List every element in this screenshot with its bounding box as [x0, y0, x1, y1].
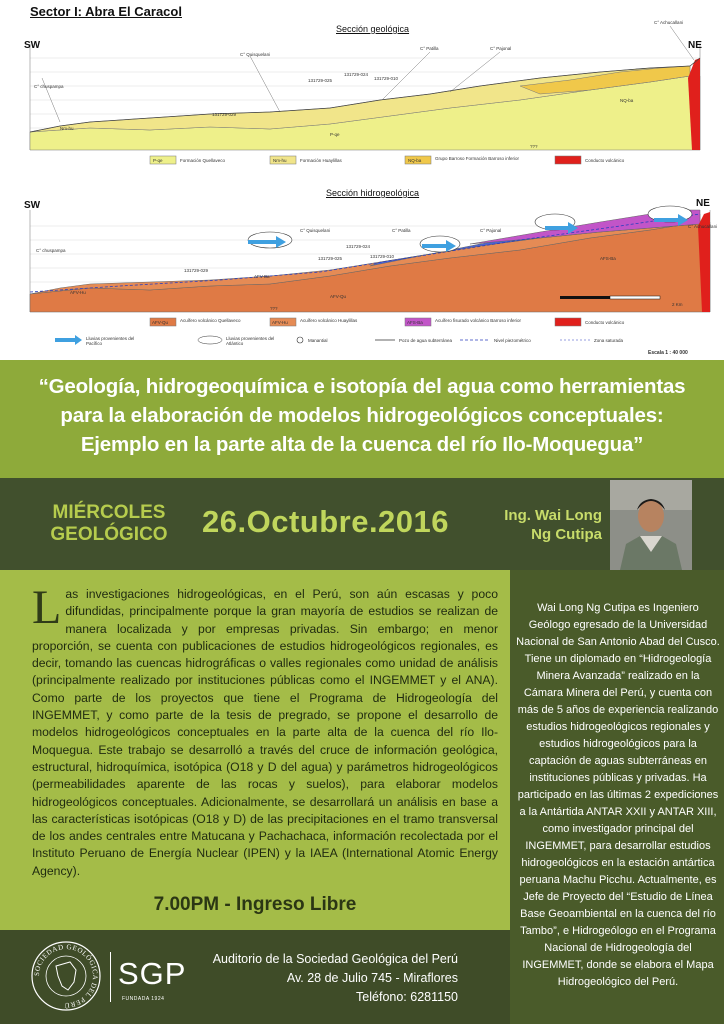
- hydro-section-title: Sección hidrogeológica: [326, 188, 420, 198]
- venue-info: [190, 950, 458, 1007]
- talk-title: “Geología, hidrogeoquímica e isotopía del agua como herramientas para la elaboración de modelos hidrogeológicos conceptuales: Ejemplo en la parte alta de la cuenca del río Ilo-Moquegua”: [38, 375, 686, 456]
- geo-label-quisquelani: C° Quisquelani: [240, 52, 271, 57]
- sgp-founded: FUNDADA 1924: [122, 996, 165, 1002]
- speaker-line-2: Ng Cutipa: [531, 526, 602, 543]
- hydro-legend-code-3: AFS-Ba: [407, 320, 423, 325]
- geo-label-pqe: P-qe: [330, 132, 340, 137]
- speaker-photo: [610, 480, 692, 570]
- symbol-legend-5: Nivel piezométrico: [494, 338, 531, 343]
- speaker-bio: Wai Long Ng Cutipa es Ingeniero Geólogo egresado de la Universidad Nacional de San Antonio Abad del Cusco. Tiene un diplomado en “Hidrogeología Minera Avanzada” realizado en la Cámara Minera del Perú, y cuenta con más de 5 años de experiencia realizando estudios hidrogeológicos regionales y estudios hidrogeológicos para la captación de aguas subterráneas en instituciones públicas y privadas. Ha participado en las últimas 2 expediciones a la Antártida ANTAR XXII y ANTAR XIII, como investigador principal del INGEMMET, para desarrollar estudios hidrogeológicos en la estación antártica peruana Machu Picchu. Actualmente, es Jefe de Proyecto del “Estudio de Línea Base Geoambiental en la cuenca del río Tambo”, e Hidrogeólogo en el Programa Nacional de Hidrogeología del INGEMMET, donde se elabora el Mapa Hidrogeológico del Perú.: [516, 602, 720, 988]
- seal-ring-text: SOCIEDAD GEOLÓGICA DEL PERÚ: [32, 942, 100, 1010]
- hydro-label-pajonal: C° Pajonal: [480, 228, 502, 233]
- hydro-label-afsba: AFS-Ba: [600, 256, 616, 261]
- abstract-text: as investigaciones hidrogeológicas, en el Perú, son aún escasas y poco difundidas, principalmente porque la gran mayoría de estudios se realizan de manera localizada y por empresas privadas. Sin embargo; en menor proporción, se cuenta con publicaciones de estudios hidrogeológicos regionales, es decir, tomando las cuencas hidrográficas o valles regionales como unidad de análisis (principalmente realizado por instituciones públicas como el INGEMMET y el ANA). Como parte de los proyectos que tiene el Programa de Hidrogeología del INGEMMET, y como parte de la tesis de pregrado, se propone el desarrollo de modelos hidrogeológicos conceptuales en la parte alta de la cuenca del río Ilo-Moquegua. Este trabajo se desarrolló a través del cruce de información geológica, estructural, hidroquímica, isotópica (O18 y D del agua) y parámetros hidrogeológicos (permeabilidades aparente de las rocas y suelos), para elaborar modelos hidrogeológicos conceptuales. Adicionalmente, se desarrollará un análisis en base a las características isotópicas (O18 y D) de las precipitaciones en el tramo transversal de los andes centrales entre Matucana y Pachachaca, información recolectada por el Instituto Peruano de Energía Nuclear (IPEN) y la IAEA (International Atomic Energy Agency).: [32, 587, 498, 878]
- logo-divider: [110, 952, 111, 1002]
- venue-line-1: Auditorio de la Sociedad Geológica del Perú: [212, 952, 458, 966]
- geo-label-pt2: 131729-025: [308, 78, 333, 83]
- symbol-legend-6: Zona saturada: [594, 338, 624, 343]
- cross-sections-drawing: [0, 0, 724, 360]
- hydro-label-pt4: 131729-010: [370, 254, 395, 259]
- scale-km: 2 Km: [672, 302, 683, 307]
- geo-legend-code-3: NQ-ba: [408, 158, 422, 163]
- symbol-legend-4: Pozo de agua subterránea: [399, 338, 453, 343]
- hydro-label-afvqu: AFV-Qu: [330, 294, 347, 299]
- hydro-sw-label: SW: [24, 200, 41, 211]
- hydro-legend-3: Acuífero fisurado volcánico Barroso inferior: [435, 318, 522, 323]
- geo-sw-label: SW: [24, 40, 41, 51]
- hydro-label-achucallani: C° Achucallani: [688, 224, 718, 229]
- geo-legend-2: Formación Huaylillas: [300, 158, 342, 163]
- svg-text:SOCIEDAD GEOLÓGICA DEL PERÚ: [33, 943, 99, 1009]
- hydro-ne-label: NE: [696, 198, 710, 209]
- hydro-legend-2: Acuífero volcánico Huaylillas: [300, 318, 358, 323]
- geo-label-pt1: 131729-029: [212, 112, 237, 117]
- geo-legend-code-2: Nm-hu: [273, 158, 287, 163]
- speaker-photo-art: [610, 480, 692, 570]
- hydro-legend-4: Conducto volcánico: [585, 320, 625, 325]
- geo-label-pt3: 131729-024: [344, 72, 369, 77]
- scale-label: Escala 1 : 40 000: [648, 350, 688, 356]
- geo-ne-label: NE: [688, 40, 702, 51]
- geo-label-patilla: C° Patilla: [420, 46, 439, 51]
- cross-sections-figure: [0, 0, 724, 360]
- title-band: [0, 360, 724, 478]
- geo-legend-3: Grupo Barroso Formación Barroso inferior: [435, 156, 520, 161]
- series-line-2: GEOLÓGICO: [50, 524, 168, 545]
- symbol-legend-1: Lluvias provenientes del Pacífico: [86, 336, 135, 346]
- symbol-legend-3: Manantial: [308, 338, 328, 343]
- speaker-line-1: Ing. Wai Long: [504, 507, 602, 524]
- hydro-label-pt3: 131729-024: [346, 244, 371, 249]
- sgp-seal-logo: [30, 940, 102, 1012]
- geo-label-nqba: NQ-ba: [620, 98, 634, 103]
- abstract-dropcap: L: [32, 581, 62, 634]
- hydro-label-afvhu: AFV-Hu: [70, 290, 86, 295]
- geo-legend-code-1: P-qe: [153, 158, 163, 163]
- geo-label-unknown: ???: [530, 144, 538, 149]
- geo-label-pajonal: C° Pajonal: [490, 46, 512, 51]
- geo-label-pt4: 131729-010: [374, 76, 399, 81]
- geo-legend-4: Conducto volcánico: [585, 158, 625, 163]
- venue-line-2: Av. 28 de Julio 745 - Miraflores: [286, 971, 458, 985]
- series-name: [34, 502, 184, 546]
- hydro-label-quisquelani: C° Quisquelani: [300, 228, 331, 233]
- hydro-label-unknown: ???: [270, 306, 278, 311]
- sgp-acronym: SGP: [118, 956, 187, 991]
- hydro-label-pt2: 131729-025: [318, 256, 343, 261]
- event-date: 26.Octubre.2016: [202, 504, 450, 539]
- hydro-label-pt1: 131729-029: [184, 268, 209, 273]
- geo-label-chuspampa: C° chuspampa: [34, 84, 64, 89]
- hydro-label-patilla: C° Patilla: [392, 228, 411, 233]
- series-line-1: MIÉRCOLES: [52, 502, 166, 523]
- hydro-legend-1: Acuífero volcánico Quellaveco: [180, 318, 241, 323]
- venue-line-3: Teléfono: 6281150: [356, 990, 458, 1004]
- sector-title: Sector I: Abra El Caracol: [30, 4, 182, 19]
- abstract: [32, 581, 498, 880]
- geo-label-nmhu: Nm-hu: [60, 126, 74, 131]
- speaker-name: [494, 506, 602, 544]
- event-time: 7.00PM - Ingreso Libre: [153, 894, 357, 915]
- hydro-legend-code-2: AFV-Hu: [272, 320, 288, 325]
- symbol-legend-2: Lluvias provenientes del Atlántico: [226, 336, 275, 346]
- geo-legend-1: Formación Quellaveco: [180, 158, 226, 163]
- hydro-label-chuspampa: C° chuspampa: [36, 248, 66, 253]
- hydro-label-afvba: AFV-Ba: [254, 274, 270, 279]
- hydro-legend-code-1: AFV-Qu: [152, 320, 169, 325]
- geo-section-title: Sección geológica: [336, 24, 410, 34]
- geo-label-achucallani: C° Achucallani: [654, 20, 684, 25]
